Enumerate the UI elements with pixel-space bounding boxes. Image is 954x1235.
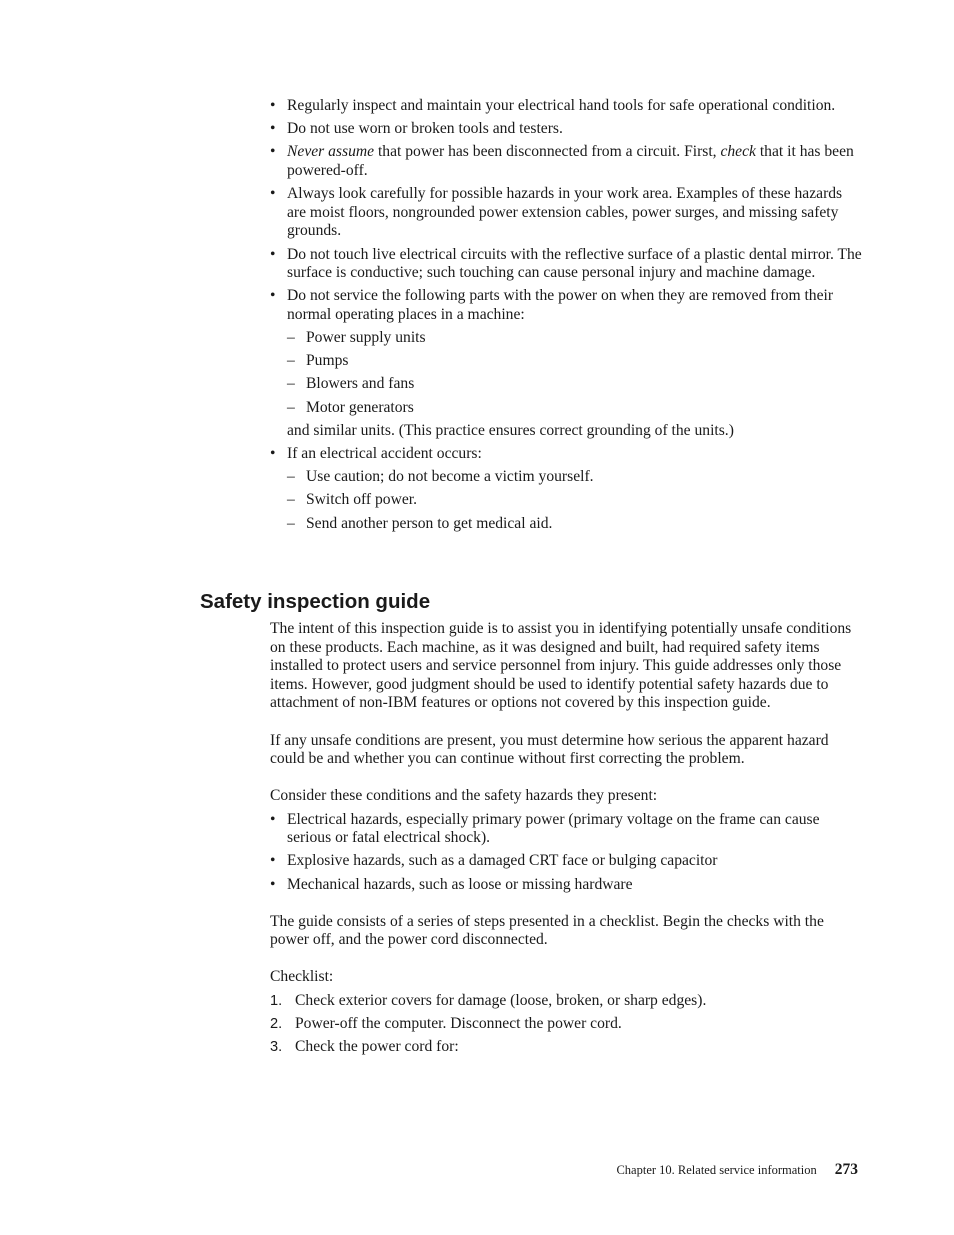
checklist-item: 2. Power-off the computer. Disconnect the power cord. — [270, 1014, 622, 1032]
sublist-item: – Blowers and fans — [287, 375, 862, 394]
emphasis-text: Never assume — [287, 143, 375, 161]
checklist — [270, 992, 862, 1057]
paragraph: Consider these conditions and the safety hazards they present: — [270, 787, 658, 805]
page-footer — [616, 1161, 858, 1179]
parts-sublist — [287, 329, 862, 417]
list-item: • Do not use worn or broken tools and testers. — [270, 120, 862, 139]
list-item: • Electrical hazards, especially primary power (primary voltage on the frame can cause serious or fatal electrical shock). — [270, 811, 862, 848]
emphasis-text: check — [720, 143, 756, 161]
paragraph: If any unsafe conditions are present, you must determine how serious the apparent hazard could be and whether you can continue without first correcting the problem. — [270, 731, 829, 768]
sublist-item: – Send another person to get medical aid. — [287, 515, 862, 534]
chapter-label: Chapter 10. Related service information — [616, 1163, 817, 1177]
list-item: • Always look carefully for possible hazards in your work area. Examples of these hazards are moist floors, nongrounded power extension cables, power surges, and missing safety grounds. — [270, 185, 862, 241]
page-number: 273 — [834, 1161, 858, 1178]
safety-rules-list — [270, 97, 862, 533]
paragraph: The intent of this inspection guide is to assist you in identifying potentially unsafe conditions on these products. Each machine, as it was designed and built, had required safety items installed to protect users and service personnel from injury. This guide addresses only those items. However, good judgment should be used to identify potential safety hazards due to attachment of non-IBM features or options not covered by this inspection guide. — [270, 620, 852, 712]
hazards-list — [270, 811, 862, 895]
paragraph: The guide consists of a series of steps presented in a checklist. Begin the checks with the power off, and the power cord disconnected. — [270, 912, 824, 949]
sublist-item: – Power supply units — [287, 329, 862, 348]
sublist-item: – Pumps — [287, 352, 862, 371]
list-item: • If an electrical accident occurs: – Use caution; do not become a victim yourself. – Switch off power. – Send another person to get medical aid. — [270, 445, 862, 533]
list-item: • Regularly inspect and maintain your electrical hand tools for safe operational condition. — [270, 97, 862, 116]
checklist-item: 1. Check exterior covers for damage (loose, broken, or sharp edges). — [270, 991, 707, 1009]
list-item: • Mechanical hazards, such as loose or missing hardware — [270, 876, 862, 895]
sublist-item: – Motor generators — [287, 399, 862, 418]
sublist-item: – Switch off power. — [287, 491, 862, 510]
section-body — [270, 620, 862, 1061]
section-heading: Safety inspection guide — [200, 590, 431, 613]
sublist-followup-text: and similar units. (This practice ensures correct grounding of the units.) — [287, 421, 734, 439]
list-item: • Explosive hazards, such as a damaged CRT face or bulging capacitor — [270, 852, 862, 871]
top-bullet-list-container — [270, 97, 862, 538]
list-item: • Do not service the following parts with the power on when they are removed from their normal operating places in a machine: – Power supply units – Pumps – Blowers and fans – Motor generators and similar units. (This practice ensures correct grounding of the units.) — [270, 287, 862, 440]
sublist-item: – Use caution; do not become a victim yourself. — [287, 468, 862, 487]
checklist-label: Checklist: — [270, 968, 334, 986]
list-item: • Never assume that power has been disconnected from a circuit. First, check that it has been powered-off. — [270, 143, 862, 180]
accident-sublist — [287, 468, 862, 533]
list-item: • Do not touch live electrical circuits with the reflective surface of a plastic dental mirror. The surface is conductive; such touching can cause personal injury and machine damage. — [270, 246, 862, 283]
checklist-item: 3. Check the power cord for: — [270, 1038, 459, 1056]
